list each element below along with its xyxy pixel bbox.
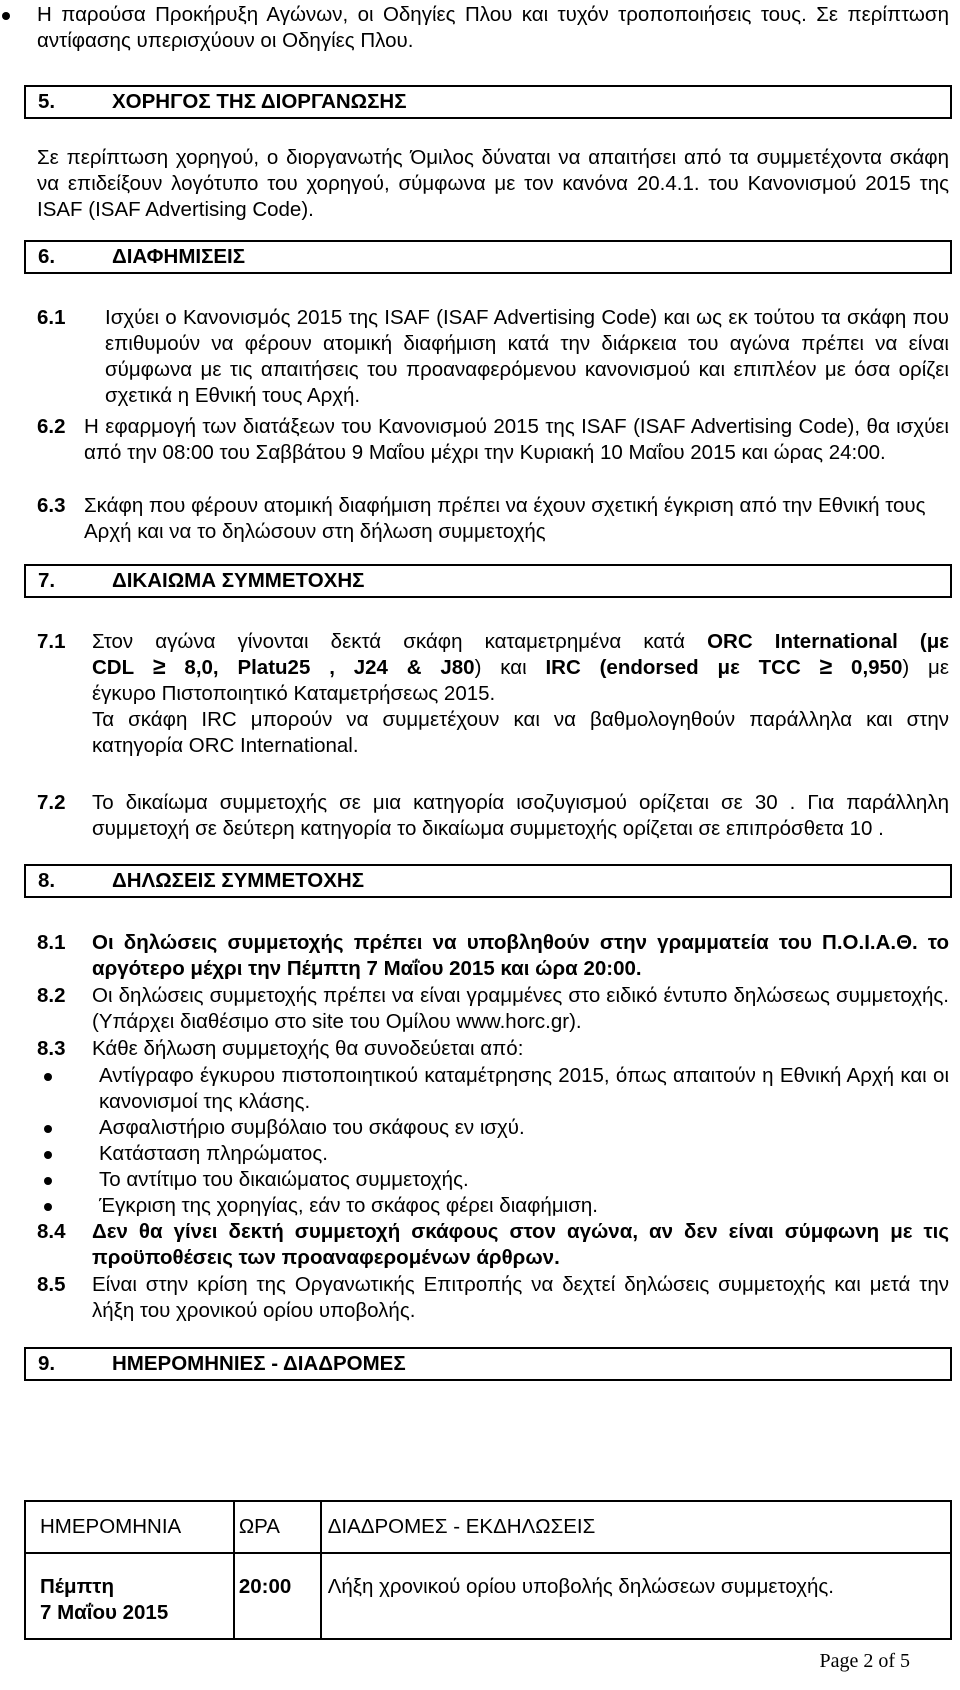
bullet-dot (44, 1073, 52, 1081)
date-label: 7 Μαΐου 2015 (40, 1601, 169, 1624)
paragraph-text: Οι δηλώσεις συμμετοχής πρέπει να είναι γραμμένες στο ειδικό έντυπο δηλώσεως συμμετοχής. (Υπάρχει διαθέσιμο στο site του Ομίλου www.horc.gr). (92, 984, 949, 1033)
day-label: Πέμπτη (40, 1575, 114, 1598)
section-5-header (24, 85, 952, 119)
paragraph-text: Σκάφη που φέρουν ατομική διαφήμιση πρέπει να έχουν σχετική έγκριση από την Εθνική τους Αρχή και να το δηλώσουν στη δήλωση συμμετοχής (84, 494, 926, 543)
paragraph-text (92, 629, 949, 759)
paragraph-number: 7.2 (37, 791, 66, 814)
paragraph-number: 6.3 (37, 494, 66, 517)
section-number: 8. (38, 869, 56, 892)
paragraph-text: Κάθε δήλωση συμμετοχής θα συνοδεύεται από: (92, 1037, 524, 1060)
list-item-text: Αντίγραφο έγκυρου πιστοποιητικού καταμέτρησης 2015, όπως απαιτούν η Εθνική Αρχή και οι κανονισμοί της κλάσης. (99, 1064, 949, 1113)
time-cell: 20:00 (234, 1553, 321, 1639)
text-run-bold: ORC International (με (707, 630, 949, 653)
section-6-header (24, 240, 952, 274)
bullet-dot (2, 12, 10, 20)
paragraph-text: Η εφαρμογή των διατάξεων του Κανονισμού 2015 της ISAF (ISAF Advertising Code), θα ισχύει από την 08:00 του Σαββάτου 9 Μαΐου μέχρι την Κυριακή 10 Μαΐου 2015 και ώρας 24:00. (84, 415, 949, 464)
date-cell (25, 1553, 234, 1639)
column-header-time: ΩΡΑ (234, 1501, 321, 1553)
paragraph-number: 7.1 (37, 630, 66, 653)
line (92, 629, 949, 655)
text-run: ) με (902, 656, 949, 679)
paragraph-text: Είναι στην κρίση της Οργανωτικής Επιτροπής να δεχτεί δηλώσεις συμμετοχής και μετά την λήξη του χρονικού ορίου υποβολής. (92, 1273, 949, 1322)
line: Τα σκάφη IRC μπορούν να συμμετέχουν και να βαθμολογηθούν παράλληλα και στην κατηγορία ORC International. (92, 708, 949, 757)
section-7-header (24, 564, 952, 598)
geq-symbol: ≥ (152, 653, 166, 679)
paragraph-number: 6.1 (37, 306, 66, 329)
section-number: 9. (38, 1352, 56, 1375)
intro-bullet-text: Η παρούσα Προκήρυξη Αγώνων, οι Οδηγίες Πλου και τυχόν τροποποιήσεις τους. Σε περίπτωση αντίφασης υπερισχύουν οι Οδηγίες Πλου. (37, 3, 949, 52)
section-9-header (24, 1347, 952, 1381)
paragraph-number: 8.2 (37, 984, 66, 1007)
section-title: ΔΙΑΦΗΜΙΣΕΙΣ (112, 245, 246, 268)
geq-symbol: ≥ (819, 653, 833, 679)
section-title: ΔΗΛΩΣΕΙΣ ΣΥΜΜΕΤΟΧΗΣ (112, 869, 364, 892)
section-number: 6. (38, 245, 56, 268)
list-item-text: Το αντίτιμο του δικαιώματος συμμετοχής. (99, 1168, 469, 1191)
paragraph-number: 8.4 (37, 1220, 66, 1243)
bullet-dot (44, 1125, 52, 1133)
section-number: 7. (38, 569, 56, 592)
paragraph-7-1 (37, 629, 949, 789)
text-run: ) και (474, 656, 527, 679)
text-run-bold: CDL (92, 656, 135, 679)
bullet-dot (44, 1203, 52, 1211)
event-cell: Λήξη χρονικού ορίου υποβολής δηλώσεων συμμετοχής. (321, 1553, 951, 1639)
text-run-bold: 0,950 (851, 656, 903, 679)
paragraph-number: 8.3 (37, 1037, 66, 1060)
section-title: ΗΜΕΡΟΜΗΝΙΕΣ - ΔΙΑΔΡΟΜΕΣ (112, 1352, 406, 1375)
section-5-text: Σε περίπτωση χορηγού, ο διοργανωτής Όμιλος δύναται να απαιτήσει από τα συμμετέχοντα σκάφη να επιδείξουν λογότυπο του χορηγού, σύμφωνα με τον κανόνα 20.4.1. του Κανονισμού 2015 της ISAF (ISAF Advertising Code). (37, 146, 949, 221)
paragraph-number: 8.1 (37, 931, 66, 954)
text-run-bold: IRC (endorsed με TCC (545, 656, 801, 679)
column-header-events: ΔΙΑΔΡΟΜΕΣ - ΕΚΔΗΛΩΣΕΙΣ (321, 1501, 951, 1553)
section-8-header (24, 864, 952, 898)
list-item-text: Ασφαλιστήριο συμβόλαιο του σκάφους εν ισχύ. (99, 1116, 525, 1139)
section-title: ΔΙΚΑΙΩΜΑ ΣΥΜΜΕΤΟΧΗΣ (112, 569, 365, 592)
paragraph-number: 8.5 (37, 1273, 66, 1296)
paragraph-text: Το δικαίωμα συμμετοχής σε μια κατηγορία ισοζυγισμού ορίζεται σε 30 . Για παράλληλη συμμετοχή σε δεύτερη κατηγορία το δικαίωμα συμμετοχής ορίζεται σε επιπρόσθετα 10 . (92, 791, 949, 840)
section-number: 5. (38, 90, 56, 113)
section-title: ΧΟΡΗΓΟΣ ΤΗΣ ΔΙΟΡΓΑΝΩΣΗΣ (112, 90, 407, 113)
paragraph-text: Ισχύει ο Κανονισμός 2015 της ISAF (ISAF Advertising Code) και ως εκ τούτου τα σκάφη που επιθυμούν να φέρουν ατομική διαφήμιση κατά την διάρκεια του αγώνα πρέπει να είναι σύμφωνα με τις απαιτήσεις του προαναφερόμενου κανονισμού και επιπλέον με όσα ορίζει σχετικά η Εθνική τους Αρχή. (105, 306, 949, 407)
paragraph-text: Οι δηλώσεις συμμετοχής πρέπει να υποβληθούν στην γραμματεία του Π.Ο.Ι.Α.Θ. το αργότερο μέχρι την Πέμπτη 7 Μαΐου 2015 και ώρα 20:00. (92, 931, 949, 980)
bullet-dot (44, 1151, 52, 1159)
text-run: Στον αγώνα γίνονται δεκτά σκάφη καταμετρημένα κατά (92, 630, 685, 653)
paragraph-number: 6.2 (37, 415, 66, 438)
page-number: Page 2 of 5 (819, 1650, 910, 1672)
list-item-text: Κατάσταση πληρώματος. (99, 1142, 328, 1165)
list-item-text: Έγκριση της χορηγίας, εάν το σκάφος φέρει διαφήμιση. (99, 1194, 598, 1217)
column-header-date: ΗΜΕΡΟΜΗΝΙΑ (25, 1501, 234, 1553)
line (92, 655, 949, 681)
table-header-row (25, 1501, 951, 1553)
text-run-bold: 8,0, Platu25 , J24 & J80 (184, 656, 475, 679)
schedule-table (24, 1500, 952, 1640)
paragraph-text: Δεν θα γίνει δεκτή συμμετοχή σκάφους στον αγώνα, αν δεν είναι σύμφωνη με τις προϋποθέσεις των προαναφερομένων άρθρων. (92, 1220, 949, 1269)
table-row (25, 1553, 951, 1639)
bullet-dot (44, 1177, 52, 1185)
line: έγκυρο Πιστοποιητικό Καταμετρήσεως 2015. (92, 682, 496, 705)
